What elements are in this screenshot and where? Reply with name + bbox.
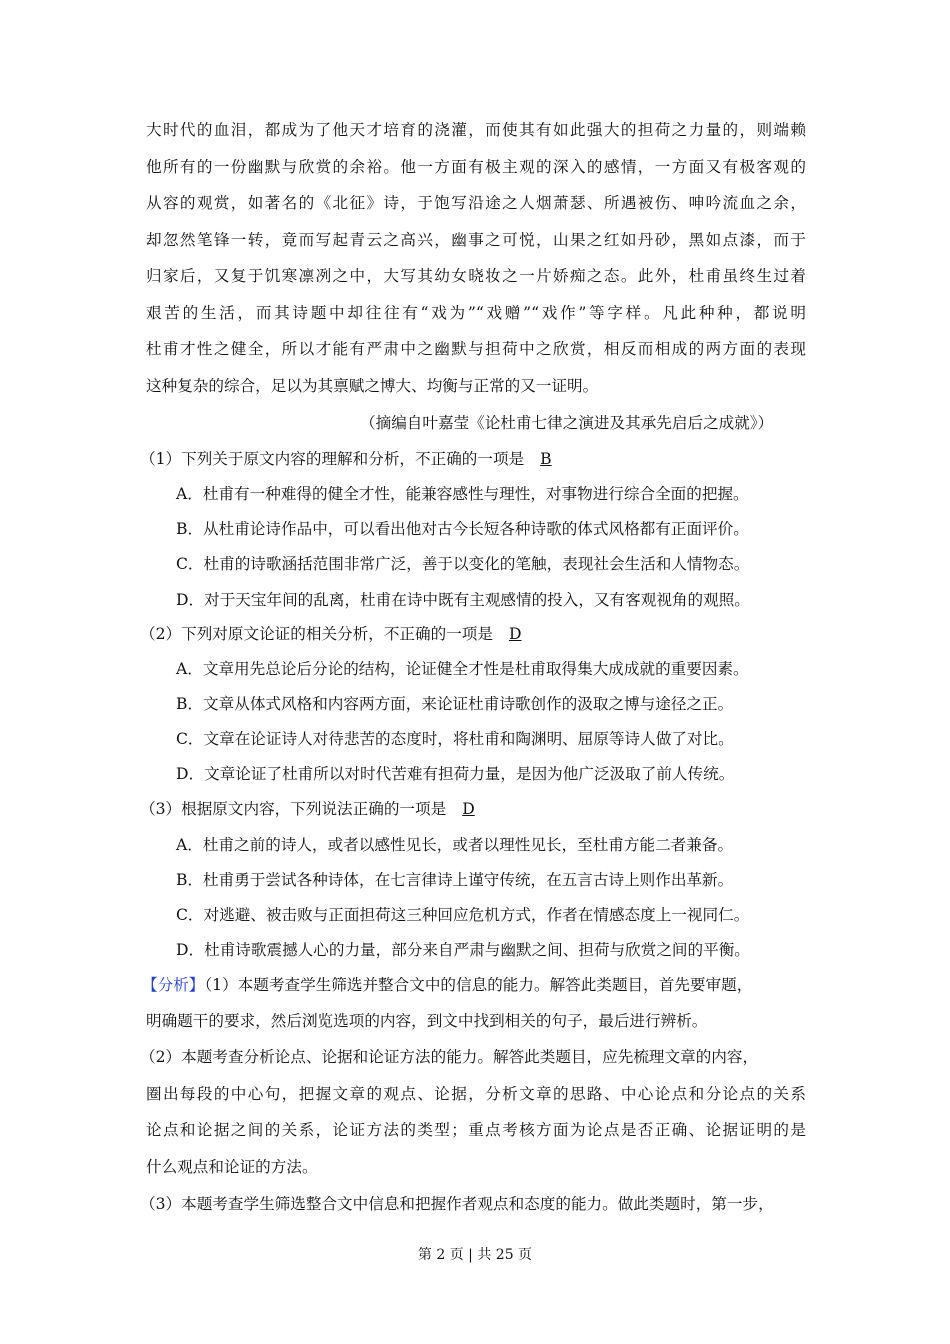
passage-source: （摘编自叶嘉莹《论杜甫七律之演进及其承先启后之成就》） <box>360 414 774 432</box>
option: D．文章论证了杜甫所以对时代苦难有担荷力量，是因为他广泛汲取了前人传统。 <box>176 765 735 783</box>
option: B．杜甫勇于尝试各种诗体，在七言律诗上谨守传统，在五言古诗上则作出革新。 <box>176 871 734 889</box>
option: A．杜甫之前的诗人，或者以感性见长，或者以理性见长，至杜甫方能二者兼备。 <box>176 836 734 854</box>
answer: D <box>462 800 475 818</box>
option: A．杜甫有一种难得的健全才性，能兼容感性与理性，对事物进行综合全面的把握。 <box>176 485 749 503</box>
passage-line: 他所有的一份幽默与欣赏的余裕。他一方面有极主观的深入的感情，一方面又有极客观的 <box>146 158 806 176</box>
passage-line: 大时代的血泪，都成为了他天才培育的浇灌，而使其有如此强大的担荷之力量的，则端赖 <box>146 121 806 139</box>
option: C．文章在论证诗人对待悲苦的态度时，将杜甫和陶渊明、屈原等诗人做了对比。 <box>176 730 734 748</box>
analysis-line: （2）本题考查分析论点、论据和论证方法的能力。解答此类题目，应先梳理文章的内容， <box>140 1048 759 1066</box>
question-stem: （2）下列对原文论证的相关分析，不正确的一项是 D <box>140 625 522 643</box>
answer: B <box>540 450 552 468</box>
analysis-line: 【分析】（1）本题考查学生筛选并整合文中的信息的能力。解答此类题目，首先要审题， <box>142 976 753 994</box>
page-footer: 第 2 页 | 共 25 页 <box>417 1247 533 1263</box>
analysis-tag: 【分析】 <box>142 976 205 994</box>
option: D．对于天宝年间的乱离，杜甫在诗中既有主观感情的投入，又有客观视角的观照。 <box>176 591 750 609</box>
question-stem: （3）根据原文内容，下列说法正确的一项是 D <box>140 800 475 818</box>
analysis-line: 论点和论据之间的关系，论证方法的类型；重点考核方面为论点是否正确、论据证明的是 <box>146 1121 806 1139</box>
answer: D <box>508 625 522 643</box>
passage-line: 从容的观赏，如著名的《北征》诗，于饱写沿途之人烟萧瑟、所遇被伤、呻吟流血之余， <box>146 194 806 212</box>
analysis-line: （3）本题考查学生筛选整合文中信息和把握作者观点和态度的能力。做此类题时，第一步， <box>140 1195 774 1213</box>
option: C．杜甫的诗歌涵括范围非常广泛，善于以变化的笔触，表现社会生活和人情物态。 <box>176 555 750 573</box>
option: B．从杜甫论诗作品中，可以看出他对古今长短各种诗歌的体式风格都有正面评价。 <box>176 520 749 538</box>
passage-line: 艰苦的生活，而其诗题中却往往有“戏为”“戏赠”“戏作”等字样。凡此种种，都说明 <box>146 304 806 322</box>
analysis-line: 什么观点和论证的方法。 <box>146 1158 318 1176</box>
option: D．杜甫诗歌震撼人心的力量，部分来自严肃与幽默之间、担荷与欣赏之间的平衡。 <box>176 941 750 959</box>
question-stem: （1）下列关于原文内容的理解和分析，不正确的一项是 B <box>140 450 552 468</box>
option: C．对逃避、被击败与正面担荷这三种回应危机方式，作者在情感态度上一视同仁。 <box>176 906 750 924</box>
analysis-line: 圈出每段的中心句，把握文章的观点、论据，分析文章的思路、中心论点和分论点的关系 <box>146 1085 806 1103</box>
option: A．文章用先总论后分论的结构，论证健全才性是杜甫取得集大成成就的重要因素。 <box>176 660 749 678</box>
passage-line: 归家后，又复于饥寒凛冽之中，大写其幼女晓妆之一片娇痴之态。此外，杜甫虽终生过着 <box>146 267 806 285</box>
passage-line: 杜甫才性之健全，所以才能有严肃中之幽默与担荷中之欣赏，相反而相成的两方面的表现 <box>146 340 806 358</box>
passage-line: 却忽然笔锋一转，竟而写起青云之高兴，幽事之可悦，山果之红如丹砂，黑如点漆，而于 <box>146 231 806 249</box>
passage-line: 这种复杂的综合，足以为其禀赋之博大、均衡与正常的又一证明。 <box>146 377 599 395</box>
option: B．文章从体式风格和内容两方面，来论证杜甫诗歌创作的汲取之博与途径之正。 <box>176 695 734 713</box>
analysis-line: 明确题干的要求，然后浏览选项的内容，到文中找到相关的句子，最后进行辨析。 <box>146 1012 708 1030</box>
